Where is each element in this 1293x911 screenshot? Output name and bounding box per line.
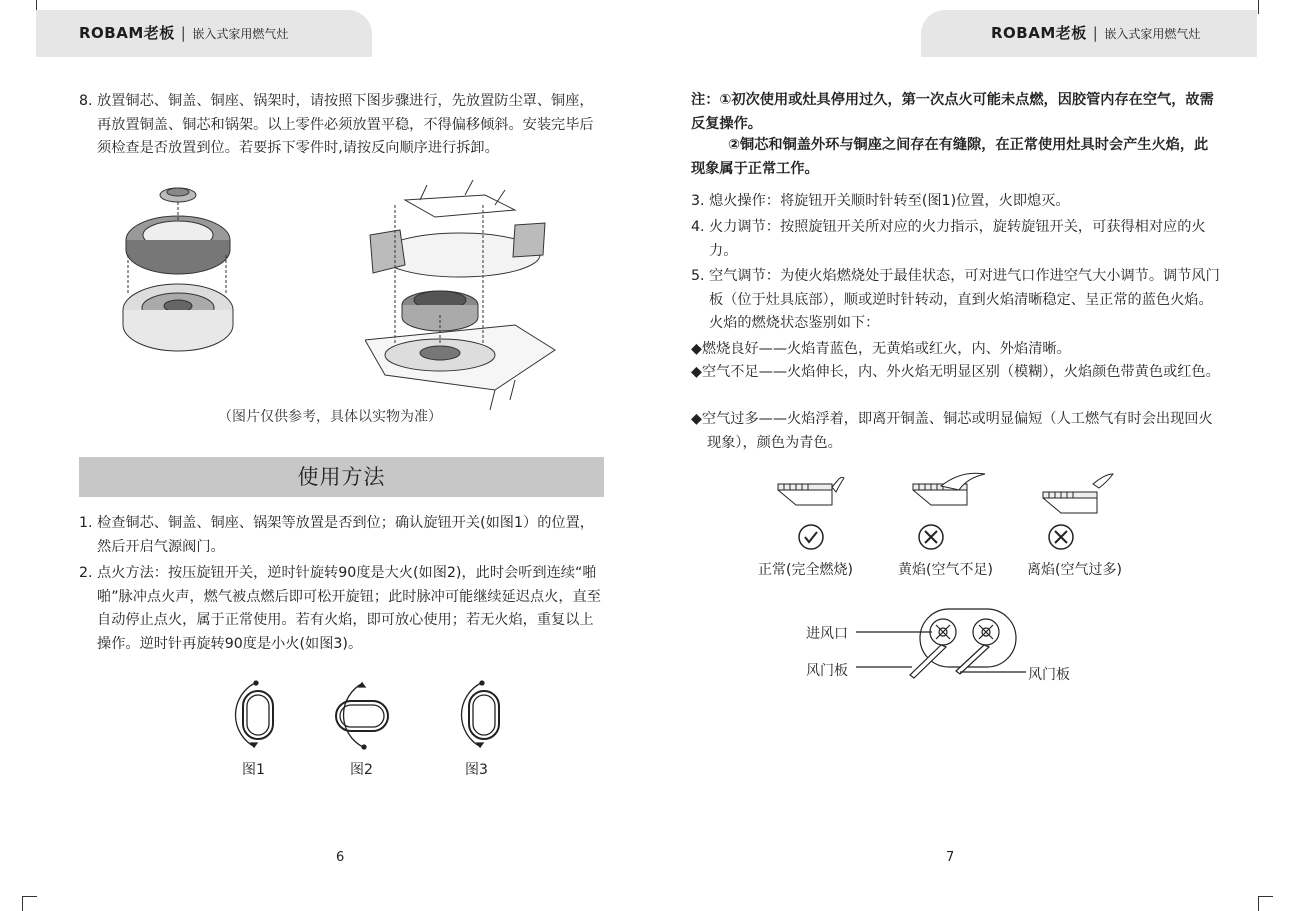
step-2 — [79, 562, 605, 656]
flame-normal-icon — [778, 477, 844, 549]
knob-figures — [210, 675, 510, 760]
knob-label-2: 图2 — [350, 762, 373, 778]
step-text: 熄火操作：将旋钮开关顺时针转至(图1)位置，火即熄灭。 — [709, 193, 1070, 209]
step-text: 放置铜芯、铜盖、铜座、锅架时，请按照下图步骤进行，先放置防尘罩、铜座，再放置铜盖、铜芯和锅架。以上零件必须放置平稳，不得偏移倾斜。安装完毕后须检查是否放置到位。若要拆下零件时,请按反向顺序进行拆卸。 — [97, 93, 594, 156]
label-damper-left: 风门板 — [806, 663, 848, 679]
knob-label-1: 图1 — [242, 762, 265, 778]
header-subtitle: 嵌入式家用燃气灶 — [192, 27, 289, 41]
flame-lifting-icon — [1043, 474, 1113, 549]
step-text: 空气调节：为使火焰燃烧处于最佳状态，可对进气口作进空气大小调节。调节风门板（位于灶具底部），顺或逆时针转动，直到火焰清晰稳定、呈正常的蓝色火焰。火焰的燃烧状态鉴别如下： — [709, 268, 1220, 331]
flame-yellow-icon — [913, 473, 985, 549]
step-number: 5. — [691, 268, 705, 284]
label-damper-right: 风门板 — [1028, 667, 1070, 683]
step-number: 4. — [691, 219, 705, 235]
brand-logo: ROBAM老板 — [79, 24, 175, 42]
bullet-text: ◆空气不足——火焰伸长，内、外火焰无明显区别（模糊），火焰颜色带黄色或红色。 — [691, 364, 1220, 380]
crop-mark-top-left — [22, 0, 37, 14]
right-page — [646, 0, 1293, 910]
knob-fig1-icon — [235, 681, 273, 747]
step-text: 点火方法：按压旋钮开关，逆时针旋转90度是大火(如图2)，此时会听到连续“啪啪”脉冲点火声，燃气被点燃后即可松开旋钮；此时脉冲可能继续延迟点火，直至自动停止点火，属于正常使用。若有火焰，即可放心使用；若无火焰，重复以上操作。逆时针再旋转90度是小火(如图3)。 — [97, 565, 601, 652]
burner-assembly-illustration — [108, 180, 248, 370]
label-air-inlet: 进风口 — [806, 626, 848, 642]
crop-mark-top-right — [1258, 0, 1273, 14]
flame-label-normal: 正常(完全燃烧) — [758, 562, 853, 578]
step-3 — [691, 190, 1221, 214]
knob-label-3: 图3 — [465, 762, 488, 778]
page-number: 7 — [946, 850, 955, 865]
bullet-excess-air — [691, 408, 1221, 455]
step-number: 8. — [79, 93, 93, 109]
crop-mark-bottom-left — [22, 896, 37, 911]
note-1: 注：①初次使用或灶具停用过久，第一次点火可能未点燃，因胶管内存在空气，故需反复操作。 — [691, 92, 1214, 132]
image-caption: （图片仅供参考，具体以实物为准） — [218, 409, 442, 425]
brand-logo: ROBAM老板 — [991, 24, 1087, 42]
step-number: 2. — [79, 565, 93, 581]
step-text: 火力调节：按照旋钮开关所对应的火力指示，旋转旋钮开关，可获得相对应的火力。 — [709, 219, 1206, 259]
header-brand-block: ROBAM老板 | 嵌入式家用燃气灶 — [79, 24, 289, 42]
step-8 — [79, 90, 605, 161]
flame-label-yellow: 黄焰(空气不足) — [898, 562, 993, 578]
flame-label-lifting: 离焰(空气过多) — [1027, 562, 1122, 578]
step-4 — [691, 216, 1221, 263]
knob-fig3-icon — [461, 681, 499, 747]
section-title: 使用方法 — [79, 457, 604, 497]
step-1 — [79, 512, 605, 559]
page-number: 6 — [336, 850, 345, 865]
bullet-good-combustion: ◆燃烧良好——火焰青蓝色，无黄焰或红火，内、外焰清晰。 — [691, 341, 1071, 357]
pan-support-illustration — [365, 175, 565, 415]
knob-fig2-icon — [336, 683, 388, 749]
step-number: 3. — [691, 193, 705, 209]
crop-mark-bottom-right — [1258, 896, 1273, 911]
step-number: 1. — [79, 515, 93, 531]
left-page — [0, 0, 646, 910]
bullet-text: ◆空气过多——火焰浮着，即离开铜盖、铜芯或明显偏短（人工燃气有时会出现回火现象），颜色为青色。 — [691, 411, 1213, 451]
step-5 — [691, 265, 1221, 336]
header-brand-block: ROBAM老板 | 嵌入式家用燃气灶 — [991, 24, 1201, 42]
header-subtitle: 嵌入式家用燃气灶 — [1104, 27, 1201, 41]
flame-state-diagrams — [756, 470, 1116, 555]
step-text: 检查铜芯、铜盖、铜座、锅架等放置是否到位；确认旋钮开关(如图1）的位置，然后开启气源阀门。 — [97, 515, 594, 555]
note-2: ②铜芯和铜盖外环与铜座之间存在有缝隙，在正常使用灶具时会产生火焰，此现象属于正常工作。 — [691, 137, 1209, 177]
bullet-insufficient-air — [691, 361, 1221, 385]
